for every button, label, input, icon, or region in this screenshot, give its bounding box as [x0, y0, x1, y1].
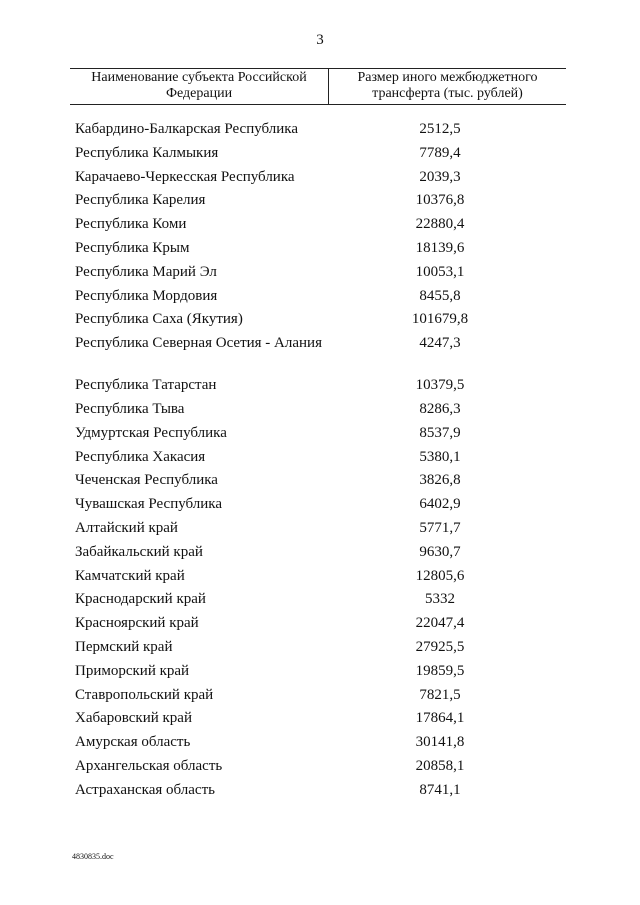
transfer-amount: 5332 — [425, 591, 455, 608]
subject-name: Чеченская Республика — [75, 472, 218, 489]
transfer-amount: 27925,5 — [415, 638, 465, 655]
subject-name: Пермский край — [75, 638, 173, 655]
transfer-amount: 4247,3 — [419, 335, 461, 352]
table-row — [0, 398, 640, 422]
transfer-amount: 9630,7 — [419, 543, 461, 560]
table-row — [0, 446, 640, 470]
transfer-amount: 20858,1 — [415, 757, 465, 774]
table-row — [0, 285, 640, 309]
table-body — [0, 118, 640, 803]
subject-name: Республика Тыва — [75, 400, 185, 417]
subject-name: Чувашская Республика — [75, 496, 223, 513]
table-row — [0, 517, 640, 541]
table-top-rule — [70, 68, 566, 69]
subject-name: Республика Карелия — [75, 192, 206, 209]
transfer-amount: 2512,5 — [419, 121, 461, 137]
table-row — [0, 493, 640, 517]
subject-name: Республика Коми — [75, 216, 187, 233]
subject-name: Ставропольский край — [75, 686, 214, 703]
subject-name: Краснодарский край — [75, 591, 206, 608]
transfer-amount: 18139,6 — [415, 239, 465, 256]
transfer-amount: 22047,4 — [415, 615, 465, 632]
table-row — [0, 469, 640, 493]
subject-name: Кабардино-Балкарская Республика — [75, 121, 299, 137]
transfer-amount: 7789,4 — [419, 144, 461, 161]
table-row — [0, 189, 640, 213]
table-row — [0, 707, 640, 731]
column-header-subject: Наименование субъекта Российской Федерации — [91, 70, 307, 101]
subject-name: Республика Марий Эл — [75, 263, 217, 280]
transfer-amount: 8537,9 — [419, 424, 461, 441]
table-row — [0, 612, 640, 636]
table-row — [0, 565, 640, 589]
transfer-amount: 8741,1 — [419, 781, 461, 798]
table-row — [0, 308, 640, 332]
transfer-amount: 10376,8 — [415, 192, 465, 209]
subject-name: Амурская область — [75, 734, 191, 751]
table-row — [0, 660, 640, 684]
subject-name: Республика Мордовия — [75, 287, 218, 304]
table-row — [0, 541, 640, 565]
transfer-amount: 22880,4 — [415, 216, 465, 233]
transfer-amount: 101679,8 — [411, 311, 469, 328]
table-header-rule — [70, 104, 566, 105]
table-row — [0, 261, 640, 285]
table-row — [0, 332, 640, 374]
table-row — [0, 422, 640, 446]
transfer-amount: 12805,6 — [415, 567, 465, 584]
document-filename: 4830835.doc — [72, 852, 114, 861]
table-row — [0, 755, 640, 779]
subject-name: Забайкальский край — [75, 543, 203, 560]
subject-name: Республика Татарстан — [75, 377, 217, 394]
table-row — [0, 731, 640, 755]
subject-name: Республика Крым — [75, 239, 190, 256]
transfer-amount: 8286,3 — [419, 400, 461, 417]
transfer-amount: 19859,5 — [415, 662, 465, 679]
subject-name: Республика Хакасия — [75, 448, 206, 465]
subject-name: Республика Саха (Якутия) — [75, 311, 243, 328]
table-row — [0, 636, 640, 660]
transfer-amount: 30141,8 — [415, 734, 465, 751]
transfer-amount: 5380,1 — [419, 448, 461, 465]
table-row — [0, 118, 640, 142]
subject-name: Астраханская область — [75, 781, 215, 798]
transfer-amount: 2039,3 — [419, 168, 461, 185]
subject-name: Алтайский край — [75, 519, 178, 536]
subject-name: Карачаево-Черкесская Республика — [75, 168, 295, 185]
subject-name: Архангельская область — [75, 757, 223, 774]
transfer-amount: 5771,7 — [419, 519, 461, 536]
table-row — [0, 237, 640, 261]
table-row — [0, 166, 640, 190]
table-row — [0, 374, 640, 398]
subject-name: Камчатский край — [75, 567, 185, 584]
subject-name: Хабаровский край — [75, 710, 192, 727]
transfer-amount: 10379,5 — [415, 377, 465, 394]
page-number: 3 — [316, 32, 324, 48]
transfer-amount: 8455,8 — [419, 287, 461, 304]
transfer-amount: 10053,1 — [415, 263, 465, 280]
column-header-transfer: Размер иного межбюджетного трансферта (тыс. рублей) — [357, 70, 538, 101]
table-row — [0, 684, 640, 708]
transfer-amount: 3826,8 — [419, 472, 461, 489]
table-row — [0, 588, 640, 612]
transfer-amount: 6402,9 — [419, 496, 461, 513]
subject-name: Республика Калмыкия — [75, 144, 219, 161]
transfer-amount: 17864,1 — [415, 710, 465, 727]
subject-name: Красноярский край — [75, 615, 199, 632]
transfer-amount: 7821,5 — [419, 686, 461, 703]
subject-name: Республика Северная Осетия - Алания — [75, 335, 322, 352]
table-row — [0, 142, 640, 166]
subject-name: Приморский край — [75, 662, 190, 679]
subject-name: Удмуртская Республика — [75, 424, 227, 441]
table-row — [0, 779, 640, 803]
table-row — [0, 213, 640, 237]
